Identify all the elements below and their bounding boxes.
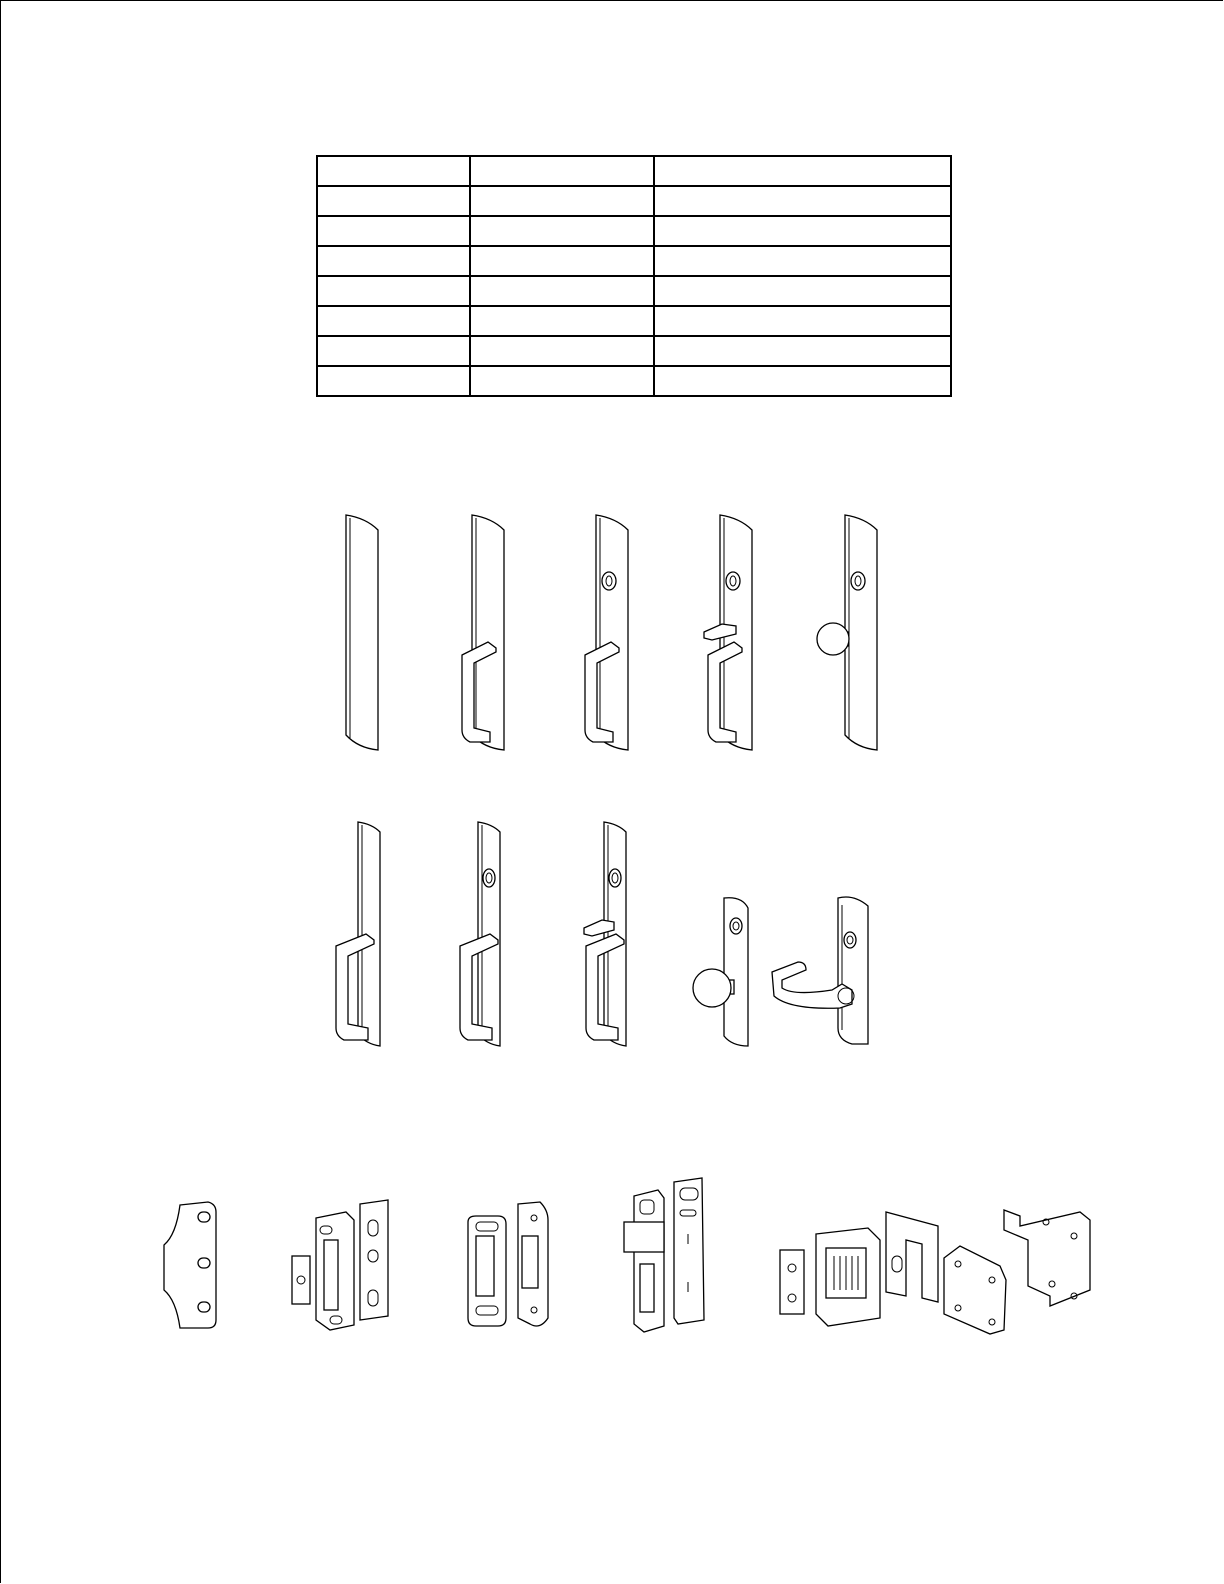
trim-pull-plate-cylinder: [585, 515, 628, 750]
trim-pull-plate-thumbpiece-cylinder: [704, 515, 752, 750]
trim-narrow-pull-plate-cylinder: [460, 822, 500, 1046]
strike-box-pair: [468, 1202, 548, 1326]
strike-roller: [164, 1202, 216, 1328]
trim-narrow-pull-plate: [336, 822, 380, 1046]
strike-tall-pair: [624, 1178, 704, 1332]
strike-latch-pair: [292, 1200, 388, 1330]
trim-narrow-pull-plate-thumbpiece: [584, 822, 626, 1046]
trim-knob-plate-cylinder: [817, 515, 877, 750]
trim-lever-escutcheon: [772, 897, 868, 1044]
strike-electric-kit: [780, 1210, 1090, 1334]
trim-pull-plate: [462, 515, 504, 750]
trim-knob-escutcheon: [693, 898, 748, 1046]
trim-blank-plate: [346, 515, 378, 750]
